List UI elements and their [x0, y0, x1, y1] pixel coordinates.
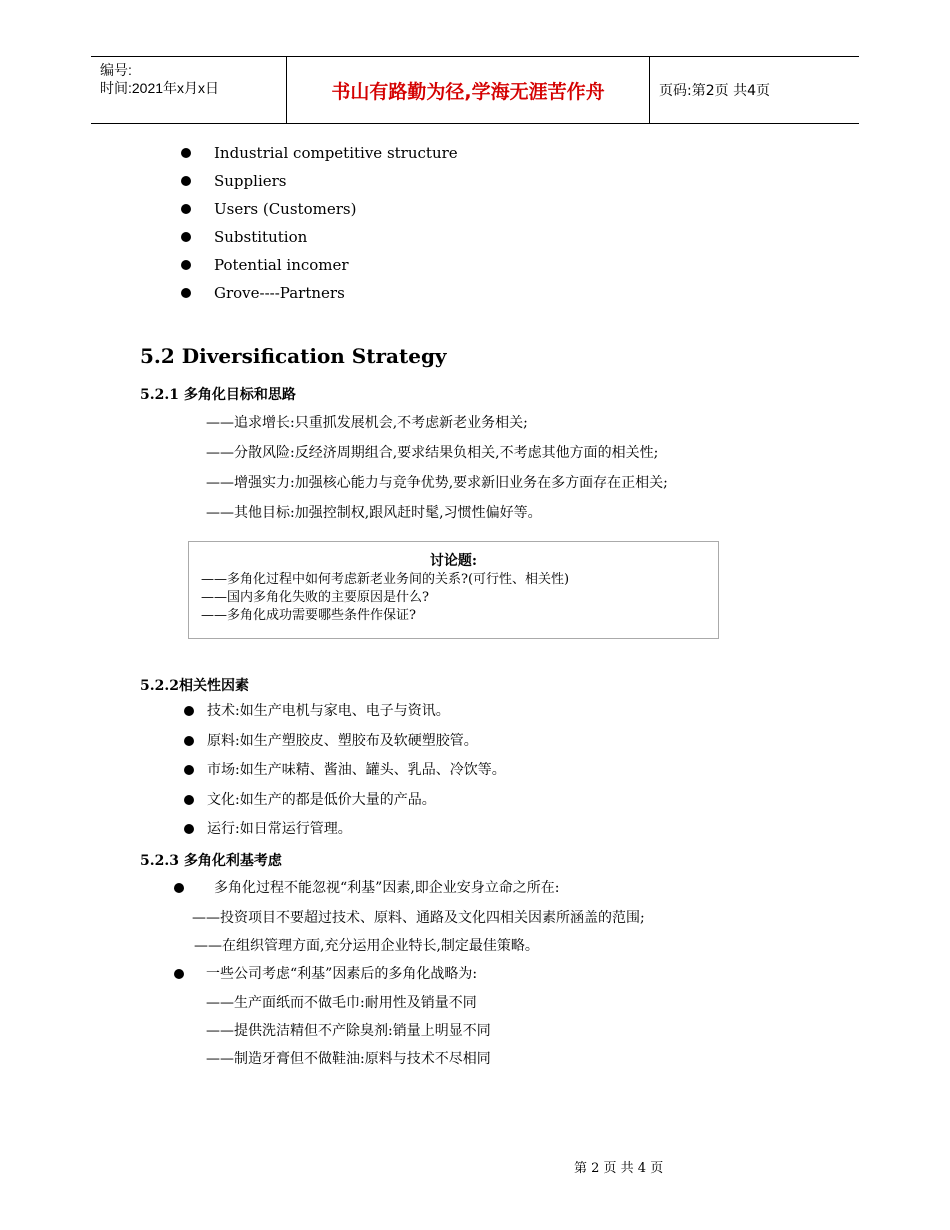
objective-line: ——其他目标:加强控制权,跟风赶时髦,习惯性偏好等。 [206, 505, 542, 521]
niche-line: ——提供洗洁精但不产除臭剂:销量上明显不同 [206, 1023, 491, 1039]
objective-line: ——分散风险:反经济周期组合,要求结果负相关,不考虑其他方面的相关性; [206, 445, 659, 461]
subsection-title-5-2-2: 5.2.2相关性因素 [140, 678, 249, 694]
list-item: 文化:如生产的都是低价大量的产品。 [207, 792, 436, 808]
list-item: 技术:如生产电机与家电、电子与资讯。 [207, 703, 450, 719]
discussion-box [188, 541, 719, 639]
subsection-title-5-2-1: 5.2.1 多角化目标和思路 [140, 387, 296, 403]
niche-line: ——生产面纸而不做毛巾:耐用性及销量不同 [206, 995, 477, 1011]
bullet-icon [184, 824, 194, 834]
bullet-icon [181, 260, 191, 270]
discussion-question: ——多角化过程中如何考虑新老业务间的关系?(可行性、相关性) [201, 572, 570, 587]
bullet-icon [181, 204, 191, 214]
bullet-icon [184, 736, 194, 746]
bullet-icon [181, 148, 191, 158]
subsection-title-5-2-3: 5.2.3 多角化利基考虑 [140, 853, 282, 869]
discussion-question: ——国内多角化失败的主要原因是什么? [201, 590, 429, 605]
section-title: 5.2 Diversification Strategy [140, 344, 447, 368]
header-motto: 书山有路勤为径,学海无涯苦作舟 [331, 80, 605, 103]
header-time-label: 时间:2021年x月x日 [100, 80, 220, 96]
bullet-icon [181, 288, 191, 298]
niche-bullet: 一些公司考虑“利基”因素后的多角化战略为: [206, 966, 478, 982]
bullet-icon [174, 969, 184, 979]
header-number-label: 编号: [100, 62, 132, 78]
niche-line: ——制造牙膏但不做鞋油:原料与技术不尽相同 [206, 1051, 491, 1067]
bullet-icon [184, 765, 194, 775]
niche-line: ——投资项目不要超过技术、原料、通路及文化四相关因素所涵盖的范围; [192, 910, 645, 926]
bullet-icon [184, 795, 194, 805]
discussion-question: ——多角化成功需要哪些条件作保证? [201, 608, 416, 623]
header-page-info: 页码:第2页 共4页 [659, 83, 770, 99]
discussion-title: 讨论题: [429, 553, 478, 569]
bullet-icon [184, 706, 194, 716]
list-item: 市场:如生产味精、酱油、罐头、乳品、冷饮等。 [207, 762, 506, 778]
bullet-icon [174, 883, 184, 893]
objective-line: ——增强实力:加强核心能力与竞争优势,要求新旧业务在多方面存在正相关; [206, 475, 668, 491]
niche-bullet: 多角化过程不能忽视“利基”因素,即企业安身立命之所在: [214, 880, 560, 896]
page-footer: 第 2 页 共 4 页 [574, 1161, 664, 1176]
list-item: 运行:如日常运行管理。 [207, 821, 352, 837]
header-meta [100, 61, 219, 97]
page-header [91, 56, 859, 124]
list-item: 原料:如生产塑胶皮、塑胶布及软硬塑胶管。 [207, 733, 478, 749]
bullet-icon [181, 176, 191, 186]
objective-line: ——追求增长:只重抓发展机会,不考虑新老业务相关; [206, 415, 528, 431]
header-divider [649, 57, 650, 123]
niche-line: ——在组织管理方面,充分运用企业特长,制定最佳策略。 [194, 938, 539, 954]
bullet-icon [181, 232, 191, 242]
